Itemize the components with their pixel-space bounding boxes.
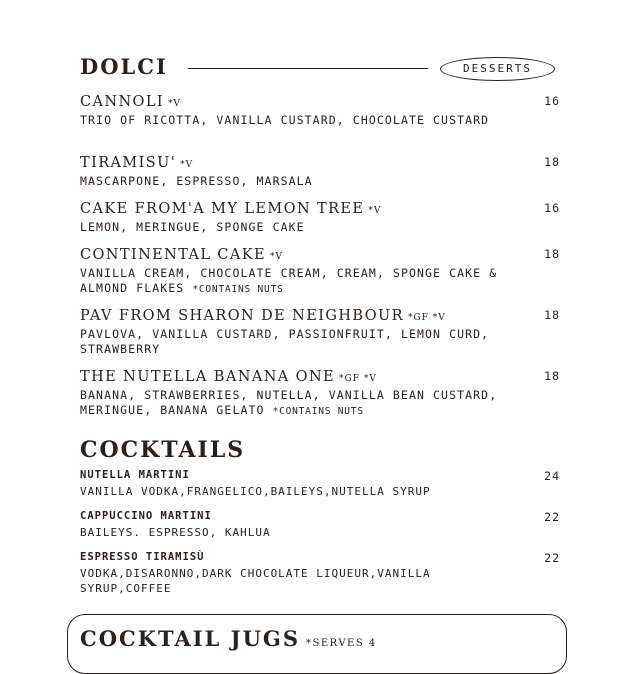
item-price: 18 — [544, 155, 560, 169]
item-price: 18 — [544, 308, 560, 322]
cocktail-price: 22 — [544, 551, 560, 565]
item-description: BANANA, STRAWBERRIES, NUTELLA, VANILLA BEAN CUSTARD, MERINGUE, BANANA GELATO — [80, 388, 498, 417]
item-dietary-tag: *V — [270, 252, 283, 262]
item-price: 18 — [544, 369, 560, 383]
cocktail-description: VANILLA VODKA,FRANGELICO,BAILEYS,NUTELLA SYRUP — [80, 485, 431, 498]
cocktail-price: 22 — [544, 510, 560, 524]
item-dietary-tag: *V — [180, 160, 194, 170]
dessert-item — [80, 369, 560, 419]
item-description: MASCARPONE, ESPRESSO, MARSALA — [80, 174, 313, 188]
dessert-item — [80, 201, 560, 236]
desserts-badge: DESSERTS — [440, 57, 555, 81]
item-dietary-tag: *GF *V — [339, 374, 377, 384]
item-description: LEMON, MERINGUE, SPONGE CAKE — [80, 220, 305, 234]
dessert-item — [80, 308, 560, 358]
serves-note: *SERVES 4 — [306, 638, 377, 649]
item-name: PAV FROM SHARON DE NEIGHBOUR — [80, 308, 404, 324]
cocktail-name: NUTELLA MARTINI — [80, 469, 190, 481]
cocktail-jugs-title: COCKTAIL JUGS — [80, 626, 300, 651]
item-price: 18 — [544, 247, 560, 261]
cocktail-item — [80, 550, 560, 596]
cocktail-name: ESPRESSO TIRAMISÙ — [80, 551, 205, 563]
item-price: 16 — [544, 94, 560, 108]
cocktail-price: 24 — [544, 469, 560, 483]
dessert-item — [80, 94, 560, 129]
item-description: TRIO OF RICOTTA, VANILLA CUSTARD, CHOCOLATE CUSTARD — [80, 113, 490, 127]
item-dietary-tag: *GF *V — [407, 313, 446, 323]
item-price: 16 — [544, 201, 560, 215]
dessert-item — [80, 247, 560, 297]
cocktail-name: CAPPUCCINO MARTINI — [80, 510, 212, 522]
cocktail-jugs-section — [67, 614, 567, 674]
title-divider — [188, 68, 428, 69]
cocktails-title: COCKTAILS — [80, 437, 246, 463]
item-name: CAKE FROM'A MY LEMON TREE — [80, 201, 365, 217]
item-dietary-tag: *V — [168, 99, 181, 109]
item-dietary-tag: *V — [368, 206, 382, 216]
item-name: CONTINENTAL CAKE — [80, 247, 266, 263]
dolci-title: DOLCI — [80, 54, 168, 79]
item-name: THE NUTELLA BANANA ONE — [80, 369, 336, 385]
item-note: *CONTAINS NUTS — [272, 406, 364, 417]
item-description: VANILLA CREAM, CHOCOLATE CREAM, CREAM, SPONGE CAKE & ALMOND FLAKES — [80, 266, 498, 295]
item-note: *CONTAINS NUTS — [192, 284, 284, 295]
cocktail-item — [80, 468, 560, 499]
item-name: TIRAMISU' — [80, 155, 177, 171]
cocktail-description: VODKA,DISARONNO,DARK CHOCOLATE LIQUEUR,VANILLA SYRUP,COFFEE — [80, 567, 431, 595]
item-description: PAVLOVA, VANILLA CUSTARD, PASSIONFRUIT, LEMON CURD, STRAWBERRY — [80, 327, 490, 356]
cocktail-item — [80, 509, 560, 540]
item-name: CANNOLI — [80, 94, 164, 110]
cocktail-description: BAILEYS. ESPRESSO, KAHLUA — [80, 526, 271, 539]
dessert-item — [80, 155, 560, 190]
